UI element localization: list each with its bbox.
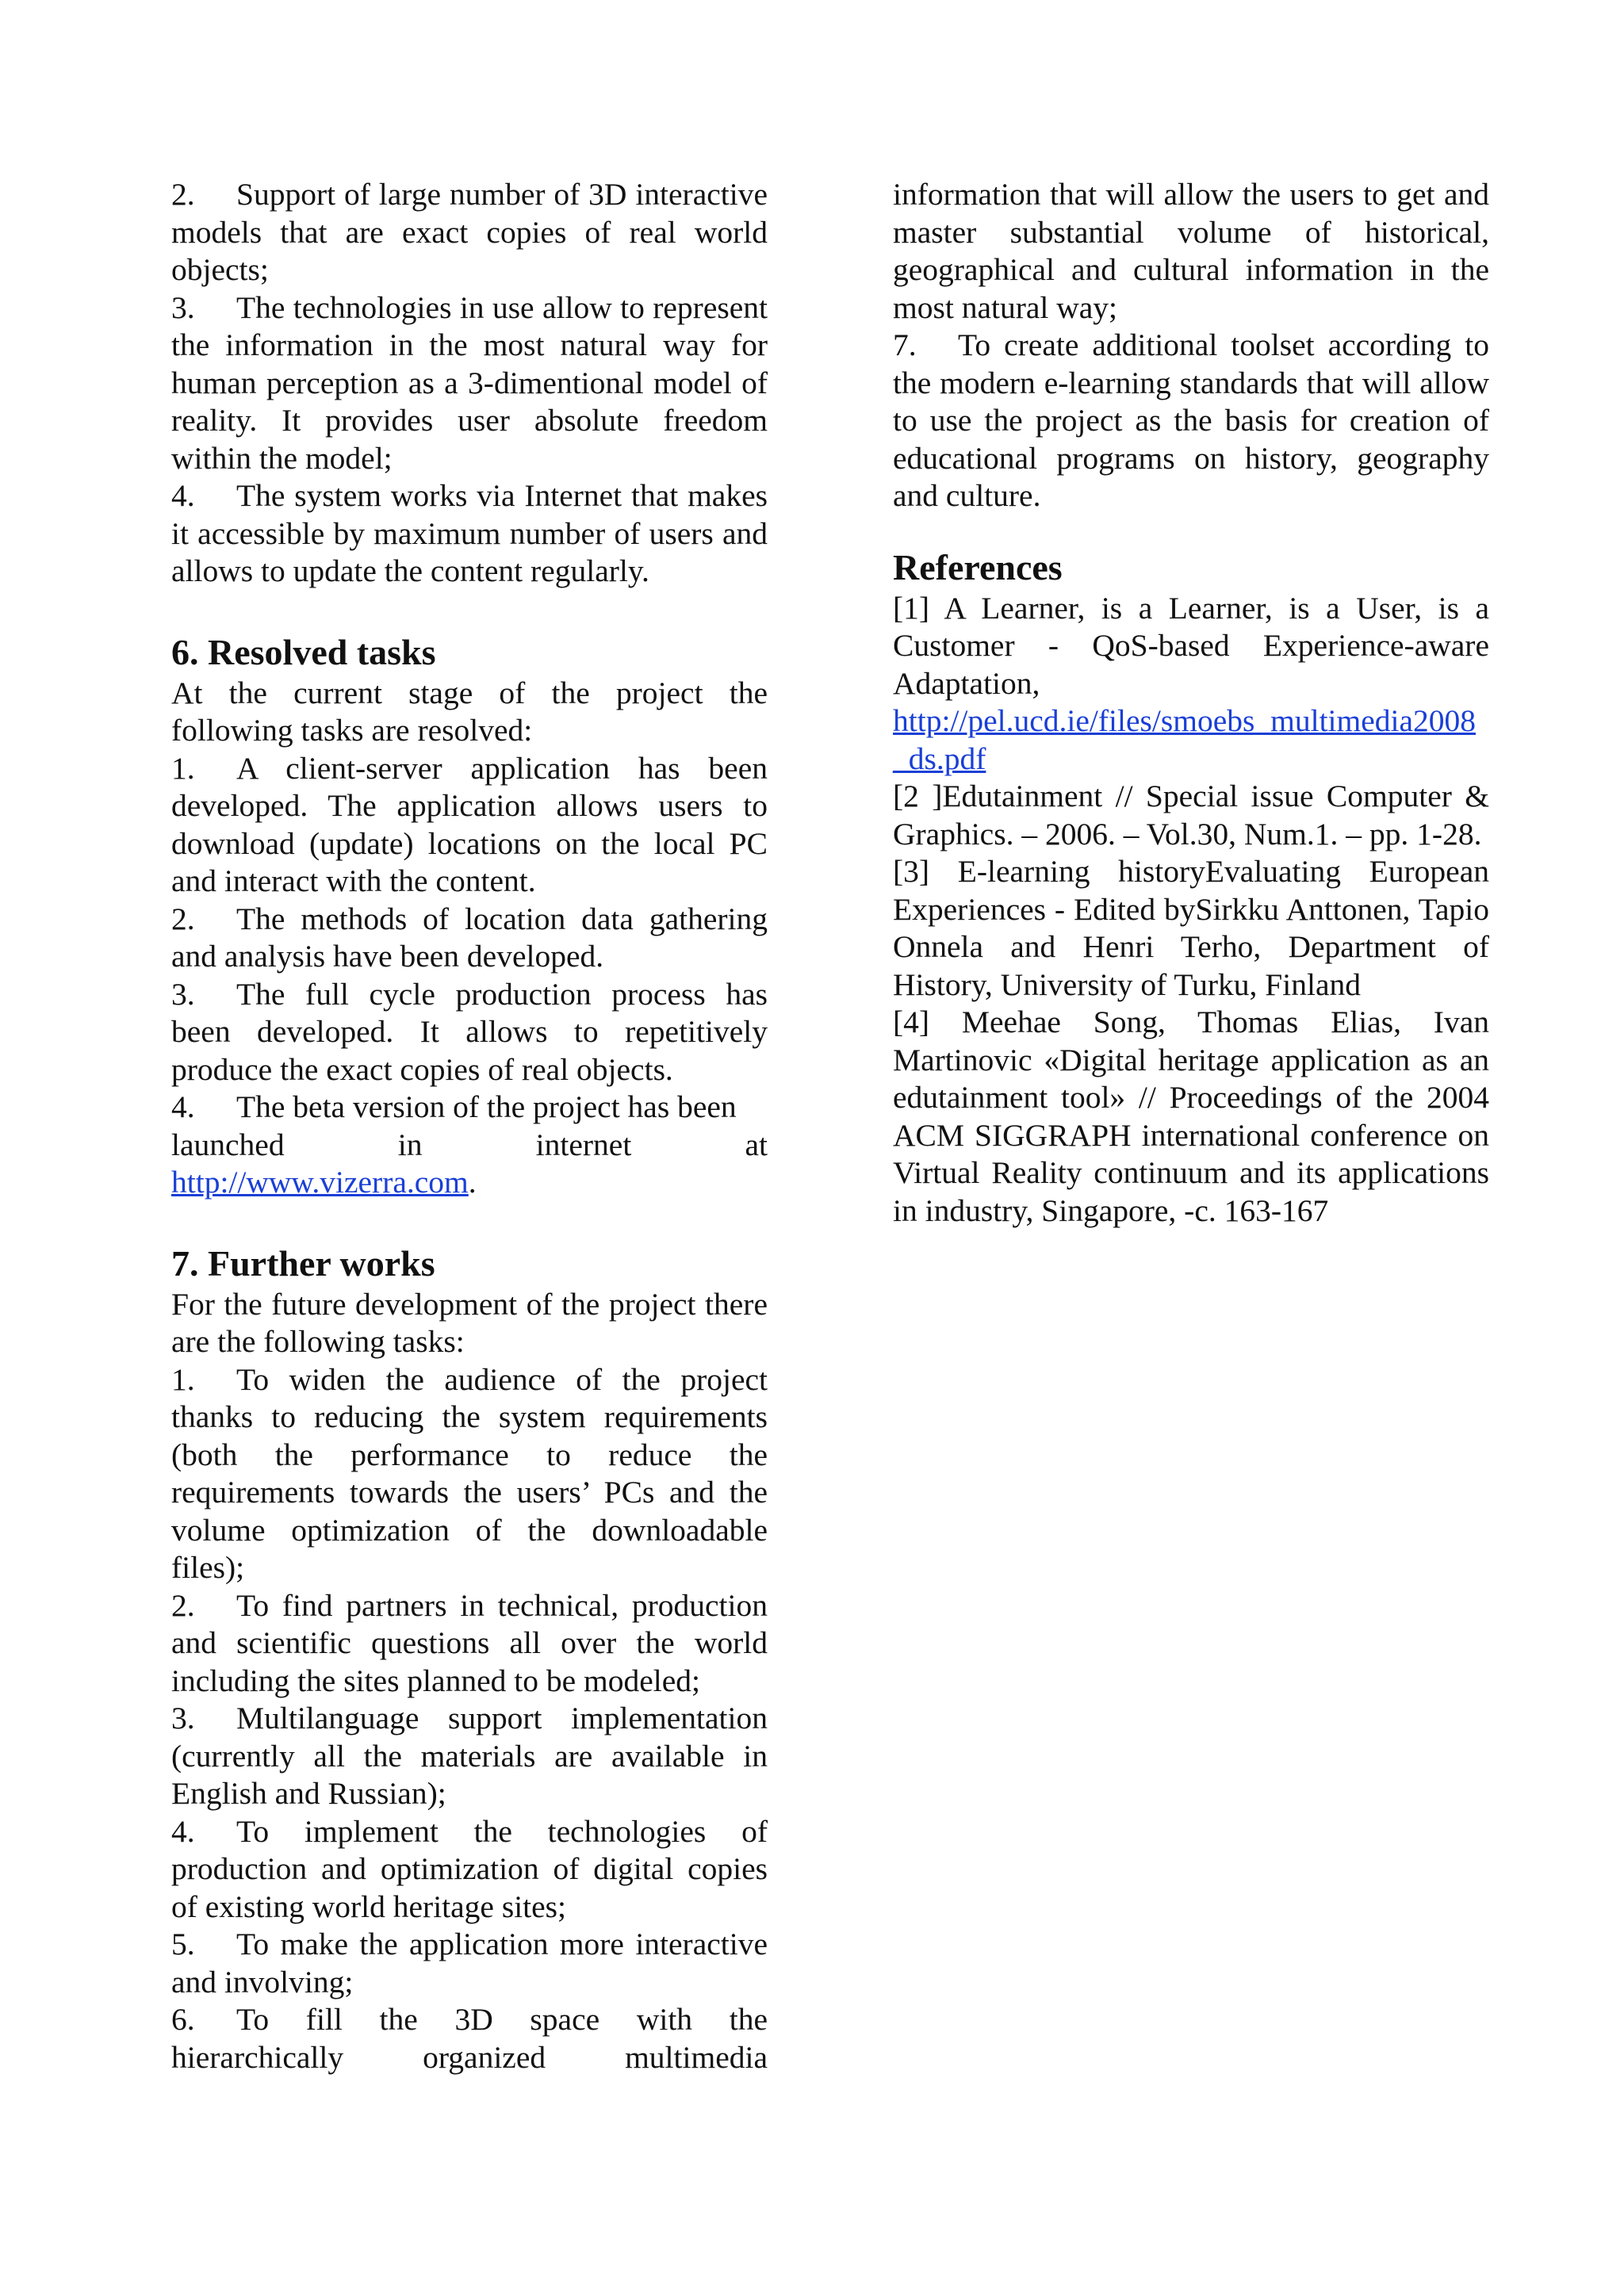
continuation-text: information that will allow the users to get and master substantial volume of historical, geographical and cultural information in the most natural way; xyxy=(893,177,1489,325)
list-item: 1. To widen the audience of the project thanks to reducing the system requirements (both the performance to reduce the requirements towards the users’ PCs and the volume optimization of the downloadable files); xyxy=(171,1361,768,1585)
section-heading-references: References xyxy=(893,546,1063,587)
section-gap xyxy=(893,515,1489,545)
reference-4: [4] Meehae Song, Thomas Elias, Ivan Martinovic «Digital heritage application as an edutainment tool» // Proceedings of the 2004 ACM SIGGRAPH international conference on Virtual Reality continuum and its applications in industry, Singapore, -c. 163-167 xyxy=(893,1004,1489,1228)
list-item: 3. The full cycle production process has been developed. It allows to repetitively produce the exact copies of real objects. xyxy=(171,976,768,1087)
list-item: 6. To fill the 3D space with the hierarchically organized multimedia xyxy=(171,2002,768,2075)
list-item: 1. A client-server application has been developed. The application allows users to download (update) locations on the local PC and interact with the content. xyxy=(171,750,768,898)
list-item: 3. Multilanguage support implementation (currently all the materials are available in English and Russian); xyxy=(171,1701,768,1811)
reference-1-link[interactable]: http://pel.ucd.ie/files/smoebs_multimedia2008_ds.pdf xyxy=(893,703,1477,776)
section-intro: For the future development of the project there are the following tasks: xyxy=(171,1286,768,1359)
list-item: 2. The methods of location data gathering and analysis have been developed. xyxy=(171,901,768,974)
section-gap xyxy=(171,591,768,630)
list-item: 4. The beta version of the project has been xyxy=(171,1089,737,1124)
list-item: 3. The technologies in use allow to represent the information in the most natural way for human perception as a 3-dimentional model of reality. It provides user absolute freedom within the model; xyxy=(171,289,768,476)
reference-3: [3] E-learning historyEvaluating European Experiences - Edited bySirkku Anttonen, Tapio Onnela and Henri Terho, Department of History, University of Turku, Finland xyxy=(893,854,1489,1002)
reference-2: [2 ]Edutainment // Special issue Computer & Graphics. – 2006. – Vol.30, Num.1. – pp. 1-28. xyxy=(893,779,1489,851)
section-heading-further-works: 7. Further works xyxy=(171,1242,435,1284)
list-item: 5. To make the application more interactive and involving; xyxy=(171,1927,768,1999)
right-column xyxy=(893,176,1489,1230)
left-column: 2. Support of large number of 3D interactive models that are exact copies of real world objects; 3. The technologies in use allow to represent the information in the most natural way for human perception as a 3-dimentional model of reality. It provides user absolute freedom within the model; 4. The system works via Internet that makes it accessible by maximum number of users and allows to update the content regularly. 6. Resolved tasks At the current stage of the project the following tasks are resolved: 1. A client-server application has been developed. The application allows users to download (update) locations on the local PC and interact with the content. 2. The methods of location data gathering and analysis have been developed. 3. The full cycle production process has been developed. It allows to repetitively produce the exact copies of real objects. 4. The beta version of the project has been launched in internet at http://www.vizerra.com. 7. Further works For the future development of the project there are the following tasks: 1. To widen the audience of the project thanks to reducing the system requirements (both the performance to reduce the requirements towards the users’ PCs and the volume optimization of the downloadable files); 2. To find partners in technical, production and scientific questions all over the world including the sites planned to be modeled; 3. Multilanguage support implementation (currently all the materials are available in English and Russian); 4. To implement the technologies of production and optimization of digital copies of existing world heritage sites; 5. To make the application more interactive and involving; 6. To fill the 3D space with the hierarchically organized multimedia xyxy=(171,176,768,2076)
list-item: 4. The system works via Internet that makes it accessible by maximum number of users and allows to update the content regularly. xyxy=(171,478,768,588)
section-heading-resolved-tasks: 6. Resolved tasks xyxy=(171,631,436,672)
vizerra-link[interactable]: http://www.vizerra.com xyxy=(171,1165,469,1200)
list-item: 2. To find partners in technical, production and scientific questions all over the world including the sites planned to be modeled; xyxy=(171,1587,768,1698)
reference-1: [1] A Learner, is a Learner, is a User, is a Customer - QoS-based Experience-aware Adaptation, http://pel.ucd.ie/files/smoebs_multimedia2008_ds.pdf xyxy=(893,590,1489,776)
section-gap xyxy=(171,1202,768,1242)
list-item: 4. To implement the technologies of production and optimization of digital copies of existing world heritage sites; xyxy=(171,1813,768,1924)
launched-line: launched in internet at xyxy=(171,1127,768,1162)
list-item: 2. Support of large number of 3D interactive models that are exact copies of real world objects; xyxy=(171,177,768,287)
section-intro: At the current stage of the project the following tasks are resolved: xyxy=(171,675,768,748)
list-item: 7. To create additional toolset according to the modern e-learning standards that will allow to use the project as the basis for creation of educational programs on history, geography and culture. xyxy=(893,327,1489,513)
